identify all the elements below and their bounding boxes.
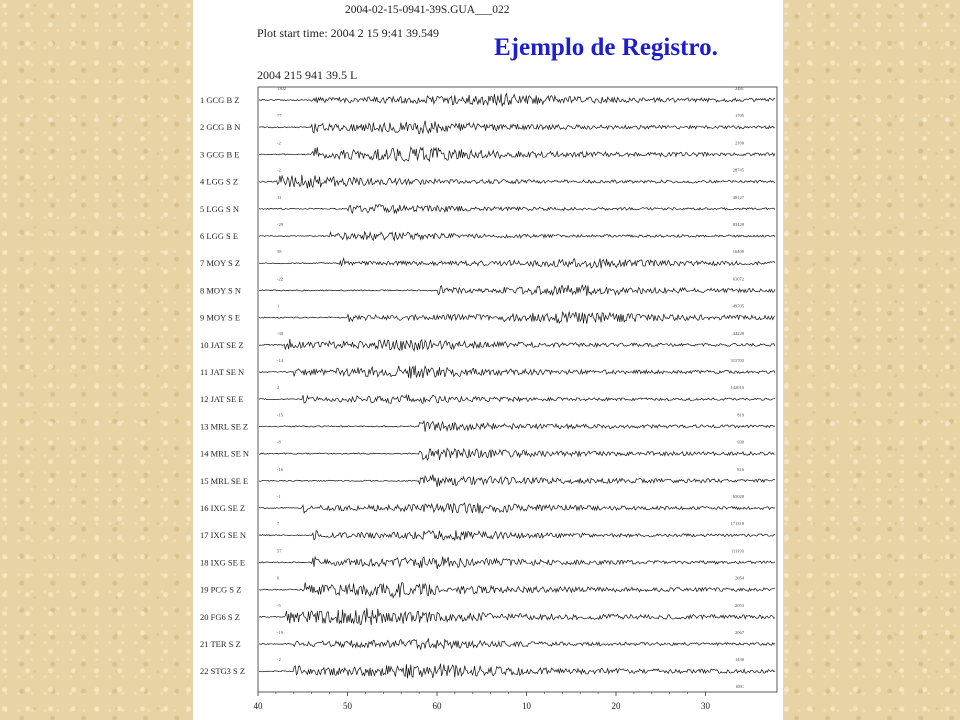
trace-right-value: 2100 — [735, 140, 744, 146]
trace-label: 13 MRL SE Z — [200, 421, 249, 432]
trace-row — [200, 249, 775, 268]
trace-left-value: 57 — [277, 548, 282, 554]
trace-waveform — [259, 339, 775, 351]
trace-row — [200, 576, 775, 598]
trace-row — [200, 331, 775, 351]
trace-right-value: 16409 — [732, 249, 744, 255]
trace-right-value: 930 — [737, 439, 744, 445]
trace-waveform — [259, 421, 775, 432]
corner-code: SEC — [735, 684, 744, 689]
trace-waveform — [259, 366, 775, 379]
trace-waveform — [259, 147, 775, 161]
trace-row — [200, 494, 775, 513]
trace-waveform — [259, 258, 775, 268]
trace-waveform — [259, 664, 775, 679]
trace-left-value: 11 — [277, 194, 282, 200]
trace-waveform — [259, 395, 775, 404]
trace-left-value: 77 — [277, 113, 282, 119]
trace-left-value: 7 — [277, 521, 280, 527]
trace-left-value: 1302 — [277, 86, 286, 91]
trace-row — [200, 195, 775, 214]
x-tick-label: 60 — [432, 701, 442, 711]
trace-left-value: -15 — [277, 412, 283, 418]
trace-left-value: -8 — [277, 439, 281, 445]
trace-row — [200, 86, 775, 106]
trace-label: 15 MRL SE E — [200, 475, 249, 486]
trace-waveform — [259, 475, 775, 487]
trace-left-value: -30 — [277, 330, 283, 336]
trace-waveform — [259, 639, 775, 650]
trace-waveform — [259, 121, 775, 134]
trace-label: 9 MOY S E — [200, 312, 241, 323]
trace-left-value: 1 — [277, 303, 280, 309]
trace-label: 7 MOY S Z — [200, 258, 241, 269]
trace-waveform — [259, 94, 775, 107]
trace-label: 17 IXG SE N — [200, 530, 247, 541]
trace-right-value: 2054 — [735, 575, 744, 581]
trace-right-value: 111193 — [731, 548, 744, 554]
trace-waveform — [259, 232, 775, 241]
trace-row — [200, 440, 775, 461]
file-name-header: 2004-02-15-0941-39S.GUA___022 — [345, 4, 510, 16]
trace-row — [200, 412, 775, 431]
trace-left-value: -2 — [277, 657, 281, 663]
trace-label: 4 LGG S Z — [200, 176, 239, 187]
trace-right-value: 171318 — [730, 521, 744, 527]
trace-right-value: 2481 — [735, 86, 744, 91]
trace-row — [200, 385, 775, 404]
trace-right-value: 83428 — [732, 222, 744, 227]
trace-label: 16 IXG SE Z — [200, 503, 246, 513]
plot-start-time: Plot start time: 2004 2 15 9:41 39.549 — [257, 26, 439, 40]
trace-label: 21 TER S Z — [200, 639, 241, 649]
trace-right-value: 1430 — [735, 657, 744, 663]
x-tick-label: 10 — [522, 701, 531, 711]
trace-right-value: 48127 — [732, 194, 744, 200]
trace-label: 14 MRL SE N — [200, 448, 250, 459]
trace-waveform — [259, 608, 775, 625]
trace-right-value: 2067 — [735, 630, 744, 635]
trace-label: 6 LGG S E — [200, 231, 239, 241]
trace-row — [200, 521, 775, 540]
x-tick-label: 30 — [701, 701, 710, 711]
trace-right-value: 28745 — [732, 167, 744, 173]
trace-label: 19 PCG S Z — [200, 584, 242, 595]
trace-left-value: -14 — [277, 358, 283, 363]
trace-label: 5 LGG S N — [200, 203, 239, 214]
trace-label: 22 STG3 S Z — [200, 666, 246, 677]
trace-label: 18 IXG SE E — [200, 557, 246, 568]
trace-right-value: 315703 — [730, 358, 744, 363]
trace-left-value: -5 — [277, 602, 281, 608]
trace-left-value: 58 — [277, 249, 282, 255]
trace-waveform — [259, 312, 775, 324]
trace-right-value: 819 — [737, 412, 744, 418]
plot-frame — [258, 87, 777, 692]
trace-row — [200, 630, 775, 650]
trace-row — [200, 113, 775, 133]
trace-left-value: -29 — [277, 222, 283, 227]
trace-label: 8 MOY S N — [200, 285, 242, 296]
trace-right-value: 63072 — [732, 276, 744, 282]
trace-label: 11 JAT SE N — [200, 367, 245, 377]
trace-label: 12 JAT SE E — [200, 394, 244, 405]
trace-right-value: 49705 — [732, 303, 744, 309]
trace-label: 10 JAT SE Z — [200, 339, 244, 350]
trace-right-value: 142010 — [730, 385, 744, 391]
trace-right-value: 2053 — [735, 602, 744, 608]
trace-waveform — [259, 582, 775, 597]
trace-left-value: -2 — [277, 140, 281, 146]
trace-label: 20 FG6 S Z — [200, 611, 240, 622]
trace-right-value: 1705 — [735, 113, 744, 119]
trace-label: 2 GCG B N — [200, 122, 241, 133]
trace-waveform — [259, 503, 775, 514]
trace-row — [200, 168, 775, 189]
trace-waveform — [259, 557, 775, 569]
trace-left-value: -22 — [277, 276, 283, 282]
trace-row — [200, 140, 775, 161]
trace-right-value: 65028 — [732, 494, 744, 499]
x-tick-label: 20 — [611, 701, 621, 711]
trace-left-value: 2 — [277, 385, 280, 391]
trace-waveform — [259, 205, 775, 214]
trace-row — [200, 358, 775, 378]
trace-row — [200, 222, 775, 241]
trace-waveform — [259, 175, 775, 189]
trace-right-value: 44228 — [732, 330, 744, 336]
trace-waveform — [259, 448, 775, 460]
trace-left-value: -1 — [277, 494, 281, 499]
trace-label: 3 GCG B E — [200, 149, 240, 160]
trace-left-value: -2 — [277, 167, 281, 173]
trace-row — [200, 276, 775, 296]
trace-right-value: 816 — [737, 466, 744, 472]
trace-waveform — [259, 530, 775, 540]
trace-label: 1 GCG B Z — [200, 95, 240, 105]
trace-row — [200, 603, 775, 625]
x-tick-label: 40 — [253, 701, 263, 711]
trace-row — [200, 304, 775, 324]
trace-left-value: -16 — [277, 466, 283, 472]
trace-left-value: -19 — [277, 630, 283, 635]
trace-row — [200, 548, 775, 569]
trace-row — [200, 467, 775, 487]
trace-left-value: 6 — [277, 575, 280, 581]
x-tick-label: 50 — [343, 701, 352, 711]
overlay-title: Ejemplo de Registro. — [494, 34, 718, 61]
trace-row — [200, 657, 775, 678]
trace-waveform — [259, 285, 775, 296]
start-date-line: 2004 215 941 39.5 L — [257, 68, 358, 82]
